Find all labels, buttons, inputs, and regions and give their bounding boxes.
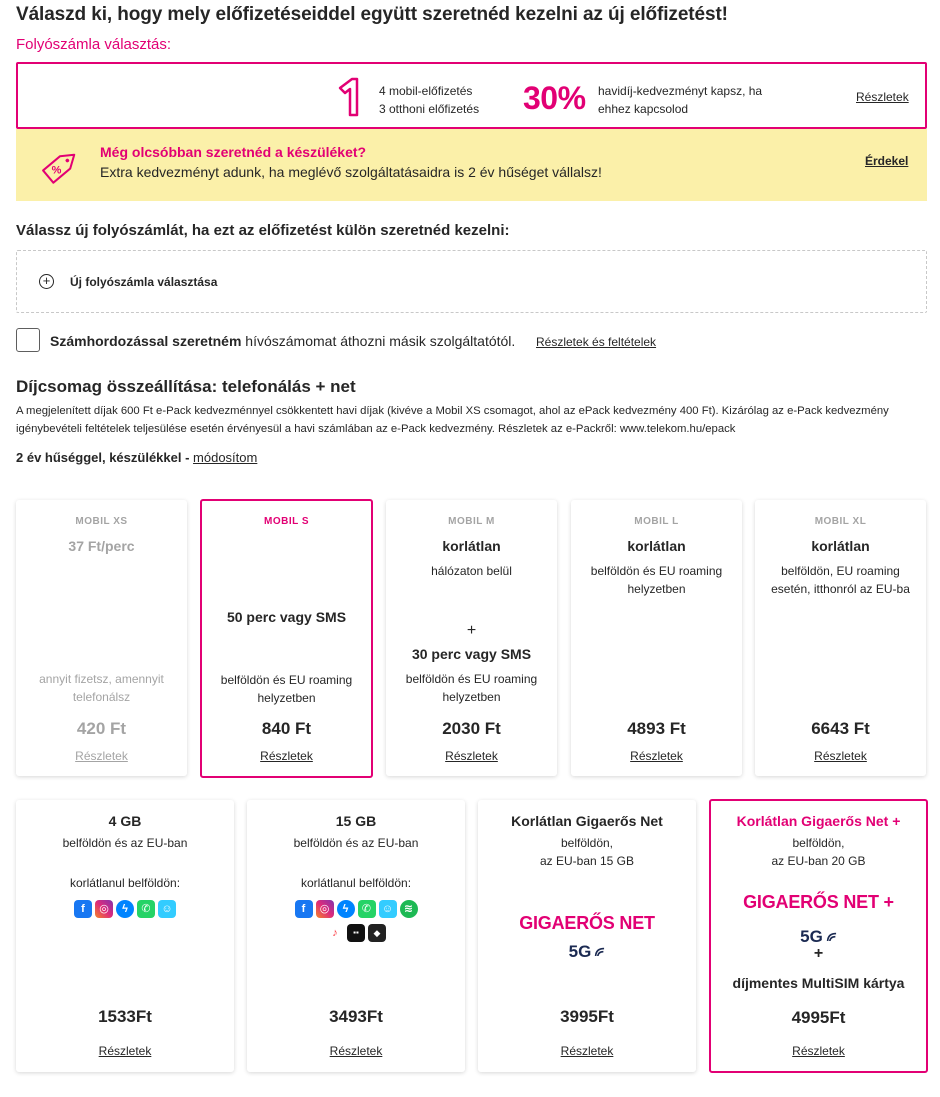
data-sub: belföldön és az EU-ban (293, 836, 419, 850)
number-porting-checkbox[interactable] (16, 328, 40, 352)
data-details-link[interactable]: Részletek (98, 1044, 152, 1058)
5g-logo: 5G (711, 927, 926, 947)
package-title: Díjcsomag összeállítása: telefonálás + net (16, 377, 356, 396)
add-circle-icon: + (39, 274, 54, 289)
facebook-icon: f (295, 900, 313, 918)
plan-main: 37 Ft/perc (68, 538, 135, 554)
discount-tag-icon (36, 139, 88, 191)
plan-details-link[interactable]: Részletek (814, 749, 867, 763)
tidal-icon: ◆ (368, 924, 386, 942)
plan-tier: MOBIL S (264, 516, 309, 527)
gigaeros-net-logo: GIGAERŐS NET (519, 913, 655, 933)
new-account-label: Válassz új folyószámlát, ha ezt az előfizetést külön szeretnéd kezelni: (16, 222, 510, 239)
page-heading: Válaszd ki, hogy mely előfizetéseiddel együtt szeretnéd kezelni az új előfizetést! (16, 4, 728, 25)
modify-link[interactable]: módosítom (193, 450, 258, 465)
plan-mid: 50 perc vagy SMS (226, 609, 347, 625)
plan-card-mobil-xl[interactable] (755, 500, 926, 776)
plan-sub: belföldön, EU roaming esetén, itthonról az EU-ba (771, 564, 910, 596)
plan-tier: MOBIL L (634, 516, 679, 527)
plan-note: annyit fizetsz, amennyit telefonálsz (39, 672, 164, 704)
porting-terms-link[interactable]: Részletek és feltételek (536, 335, 657, 349)
data-price: 1533Ft (98, 1007, 152, 1026)
promo-text: Extra kedvezményt adunk, ha meglévő szolgáltatásaidra is 2 év hűséget vállalsz! (100, 164, 602, 180)
app-icons (247, 900, 465, 918)
instagram-icon: ◎ (316, 900, 334, 918)
data-unlimited-label: korlátlanul belföldön: (300, 876, 412, 890)
number-porting-row (16, 328, 927, 354)
data-sub: belföldön, az EU-ban 15 GB (539, 836, 635, 868)
data-main: 15 GB (335, 813, 377, 829)
plan-mid: 30 perc vagy SMS (411, 646, 532, 662)
plan-price: 840 Ft (261, 719, 312, 738)
plan-details-link[interactable]: Részletek (75, 749, 128, 763)
messenger-icon: ϟ (337, 900, 355, 918)
spotify-icon: ≋ (400, 900, 418, 918)
plan-card-mobil-s[interactable] (200, 499, 373, 778)
data-price: 3493Ft (329, 1007, 383, 1026)
package-description: A megjelenített díjak 600 Ft e-Pack kedvezménnyel csökkentett havi díjak (kivéve a Mobil XS csomagot, ahol az ePack kedvezmény 400 Ft). Kizárólag az e-Pack kedvezmény igénybevételi feltételek teljesülése esetén érvényesül a havi számlában az e-Pack kedvezmény. Részletek az e-Packről: www.telekom.hu/epack (16, 405, 889, 435)
multisim-text: díjmentes MultiSIM kártya (732, 975, 905, 991)
plan-price: 2030 Ft (442, 719, 501, 738)
signal-waves-icon (589, 942, 605, 956)
waze-icon: ☺ (158, 900, 176, 918)
promo-interested-link[interactable]: Érdekel (865, 154, 909, 168)
whatsapp-icon: ✆ (137, 900, 155, 918)
billing-label: Folyószámla választás: (16, 36, 172, 53)
data-main: Korlátlan Gigaerős Net (511, 813, 663, 829)
plus-sign: + (813, 945, 824, 962)
plan-details-link[interactable]: Részletek (260, 749, 313, 763)
plan-card-mobil-l[interactable] (571, 500, 742, 776)
svg-text:%: % (51, 164, 62, 177)
data-sub: belföldön és az EU-ban (62, 836, 188, 850)
facebook-icon: f (74, 900, 92, 918)
5g-logo: 5G (478, 942, 696, 962)
promo-banner (16, 129, 927, 201)
plan-tier: MOBIL M (448, 516, 495, 527)
apple-music-icon: ♪ (326, 924, 344, 942)
whatsapp-icon: ✆ (358, 900, 376, 918)
plan-card-mobil-m[interactable] (386, 500, 557, 776)
instagram-icon: ◎ (95, 900, 113, 918)
plan-price: 6643 Ft (811, 719, 870, 738)
data-price: 4995Ft (791, 1008, 846, 1027)
plan-price: 4893 Ft (627, 719, 686, 738)
plan-details-link[interactable]: Részletek (630, 749, 683, 763)
waze-icon: ☺ (379, 900, 397, 918)
plan-main: korlátlan (442, 538, 501, 554)
plan-sub: belföldön és EU roaming helyzetben (590, 564, 723, 596)
number-porting-text: Számhordozással szeretném hívószámomat áthozni másik szolgáltatótól. (50, 333, 516, 349)
plan-price: 420 Ft (76, 719, 127, 738)
data-main: 4 GB (108, 813, 142, 829)
data-details-link[interactable]: Részletek (560, 1044, 614, 1058)
data-card-gigaeros-plus[interactable] (709, 799, 928, 1073)
gigaeros-net-plus-logo: GIGAERŐS NET + (743, 892, 894, 912)
music-app-icons (247, 924, 465, 942)
plan-details-link[interactable]: Részletek (445, 749, 498, 763)
promo-title: Még olcsóbban szeretnéd a készüléket? (100, 144, 367, 160)
plan-main: korlátlan (811, 538, 870, 554)
data-card-15gb[interactable] (247, 800, 465, 1072)
messenger-icon: ϟ (116, 900, 134, 918)
plan-card-mobil-xs[interactable] (16, 500, 187, 776)
plan-note: belföldön és EU roaming helyzetben (220, 673, 353, 705)
plan-tier: MOBIL XL (814, 516, 867, 527)
discount-percent: 30% (523, 80, 586, 116)
new-account-button-label: Új folyószámla választása (70, 275, 218, 289)
app-icons (16, 900, 234, 918)
signal-waves-icon (821, 927, 837, 941)
billing-details-link[interactable]: Részletek (856, 90, 909, 104)
plan-sub: hálózaton belül (431, 564, 512, 578)
data-main: Korlátlan Gigaerős Net + (736, 813, 901, 829)
data-sub: belföldön, az EU-ban 20 GB (771, 836, 866, 868)
number-one-icon (336, 76, 360, 118)
new-account-option[interactable] (16, 250, 927, 313)
data-details-link[interactable]: Részletek (329, 1044, 383, 1058)
plan-plus: + (466, 622, 477, 639)
data-details-link[interactable]: Részletek (792, 1044, 845, 1058)
plan-tier: MOBIL XS (75, 516, 128, 527)
loyalty-info: 2 év hűséggel, készülékkel - módosítom (16, 450, 258, 465)
billing-account-card[interactable] (16, 62, 927, 129)
data-card-gigaeros[interactable] (478, 800, 696, 1072)
subscription-count: 4 mobil-előfizetés 3 otthoni előfizetés (379, 84, 480, 116)
data-card-4gb[interactable] (16, 800, 234, 1072)
data-unlimited-label: korlátlanul belföldön: (69, 876, 181, 890)
deezer-icon: ▪▪ (347, 924, 365, 942)
data-price: 3995Ft (560, 1007, 614, 1026)
discount-text: havidíj-kedvezményt kapsz, ha ehhez kapcsolod (598, 84, 763, 116)
plan-note: belföldön és EU roaming helyzetben (405, 672, 538, 704)
plan-main: korlátlan (627, 538, 686, 554)
